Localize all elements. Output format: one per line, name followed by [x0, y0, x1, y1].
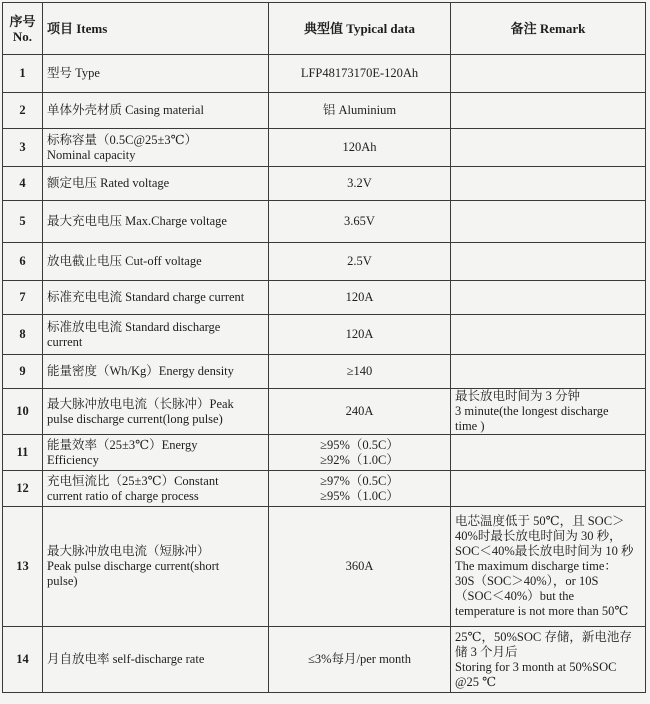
- table-row: [3, 167, 646, 201]
- header-no: 序号 No.: [3, 3, 43, 55]
- remark-cell: [451, 167, 646, 201]
- typical-data-cell: 360A: [269, 507, 451, 627]
- typical-data-cell: 120A: [269, 315, 451, 355]
- item-cell: 标准充电电流 Standard charge current: [43, 281, 269, 315]
- remark-cell: 25℃，50%SOC 存储，新电池存 储 3 个月后 Storing for 3 month at 50%SOC @25 ℃: [451, 627, 646, 693]
- row-number: 13: [3, 507, 43, 627]
- remark-cell: [451, 281, 646, 315]
- row-number: 7: [3, 281, 43, 315]
- table-row: [3, 507, 646, 627]
- row-number: 5: [3, 201, 43, 243]
- typical-data-cell: ≥140: [269, 355, 451, 389]
- item-cell: 充电恒流比（25±3℃）Constant current ratio of charge process: [43, 471, 269, 507]
- typical-data-cell: ≥97%（0.5C） ≥95%（1.0C）: [269, 471, 451, 507]
- typical-data-cell: 铝 Aluminium: [269, 93, 451, 129]
- table-row: [3, 471, 646, 507]
- row-number: 6: [3, 243, 43, 281]
- table-row: [3, 243, 646, 281]
- row-number: 9: [3, 355, 43, 389]
- remark-cell: [451, 55, 646, 93]
- typical-data-cell: 120Ah: [269, 129, 451, 167]
- table-row: [3, 55, 646, 93]
- typical-data-cell: 3.65V: [269, 201, 451, 243]
- table-row: [3, 201, 646, 243]
- remark-cell: [451, 201, 646, 243]
- item-cell: 放电截止电压 Cut-off voltage: [43, 243, 269, 281]
- row-number: 12: [3, 471, 43, 507]
- typical-data-cell: ≤3%每月/per month: [269, 627, 451, 693]
- table-row: [3, 281, 646, 315]
- row-number: 14: [3, 627, 43, 693]
- row-number: 4: [3, 167, 43, 201]
- item-cell: 能量密度（Wh/Kg）Energy density: [43, 355, 269, 389]
- row-number: 11: [3, 435, 43, 471]
- specification-table: [2, 2, 646, 693]
- typical-data-cell: 240A: [269, 389, 451, 435]
- remark-cell: [451, 471, 646, 507]
- row-number: 8: [3, 315, 43, 355]
- table-row: [3, 93, 646, 129]
- item-cell: 额定电压 Rated voltage: [43, 167, 269, 201]
- row-number: 3: [3, 129, 43, 167]
- header-typical-data: 典型值 Typical data: [269, 3, 451, 55]
- remark-cell: [451, 435, 646, 471]
- header-row: [3, 3, 646, 55]
- item-cell: 最大充电电压 Max.Charge voltage: [43, 201, 269, 243]
- header-remark: 备注 Remark: [451, 3, 646, 55]
- typical-data-cell: 3.2V: [269, 167, 451, 201]
- table-row: [3, 355, 646, 389]
- row-number: 10: [3, 389, 43, 435]
- table-row: [3, 315, 646, 355]
- remark-cell: [451, 243, 646, 281]
- remark-cell: 最长放电时间为 3 分钟 3 minute(the longest discharge time ): [451, 389, 646, 435]
- remark-cell: [451, 129, 646, 167]
- item-cell: 标准放电电流 Standard discharge current: [43, 315, 269, 355]
- item-cell: 标称容量（0.5C@25±3℃） Nominal capacity: [43, 129, 269, 167]
- typical-data-cell: 2.5V: [269, 243, 451, 281]
- table-row: [3, 627, 646, 693]
- table-row: [3, 389, 646, 435]
- remark-cell: [451, 315, 646, 355]
- row-number: 2: [3, 93, 43, 129]
- item-cell: 型号 Type: [43, 55, 269, 93]
- item-cell: 最大脉冲放电电流（长脉冲）Peak pulse discharge current(long pulse): [43, 389, 269, 435]
- remark-cell: [451, 355, 646, 389]
- table-row: [3, 129, 646, 167]
- typical-data-cell: LFP48173170E-120Ah: [269, 55, 451, 93]
- header-items: 项目 Items: [43, 3, 269, 55]
- item-cell: 月自放电率 self-discharge rate: [43, 627, 269, 693]
- remark-cell: [451, 93, 646, 129]
- typical-data-cell: ≥95%（0.5C） ≥92%（1.0C）: [269, 435, 451, 471]
- table-row: [3, 435, 646, 471]
- item-cell: 能量效率（25±3℃）Energy Efficiency: [43, 435, 269, 471]
- typical-data-cell: 120A: [269, 281, 451, 315]
- item-cell: 最大脉冲放电电流（短脉冲） Peak pulse discharge current(short pulse): [43, 507, 269, 627]
- row-number: 1: [3, 55, 43, 93]
- remark-cell: 电芯温度低于 50℃，且 SOC＞ 40%时最长放电时间为 30 秒， SOC＜40%最长放电时间为 10 秒 The maximum discharge time： 30S（SOC＞40%），or 10S （SOC＜40%）but the temperature is not more than 50℃: [451, 507, 646, 627]
- item-cell: 单体外壳材质 Casing material: [43, 93, 269, 129]
